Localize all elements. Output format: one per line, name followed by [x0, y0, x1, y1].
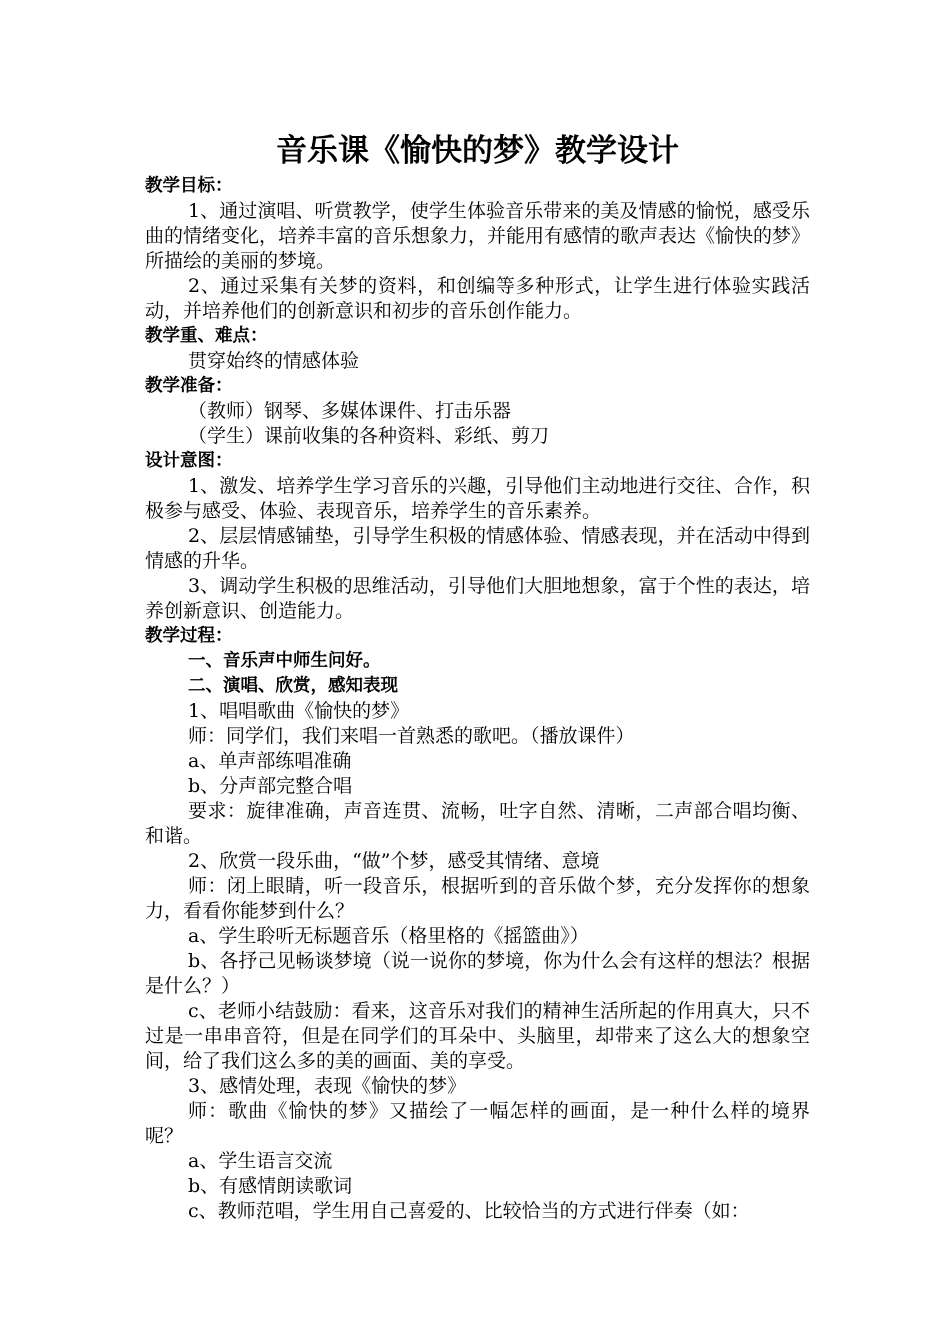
paragraph: a、学生语言交流	[188, 1150, 333, 1172]
paragraph: b、分声部完整合唱	[188, 775, 353, 797]
section-heading-key-points: 教学重、难点：	[145, 326, 268, 346]
paragraph: b、有感情朗读歌词	[188, 1175, 353, 1197]
paragraph: 2、欣赏一段乐曲，“做”个梦，感受其情绪、意境	[188, 850, 600, 872]
paragraph: c、教师范唱，学生用自己喜爱的、比较恰当的方式进行伴奏（如：	[188, 1200, 750, 1222]
paragraph: a、单声部练唱准确	[188, 750, 352, 772]
section-heading-process: 教学过程：	[145, 626, 233, 646]
paragraph: 2、层层情感铺垫，引导学生积极的情感体验、情感表现，并在活动中得到情感的升华。	[145, 525, 810, 572]
section-heading-design-intent: 设计意图：	[145, 451, 233, 471]
paragraph: 师：闭上眼睛，听一段音乐，根据听到的音乐做个梦，充分发挥你的想象力，看看你能梦到什么？	[145, 875, 810, 922]
paragraph: 3、感情处理，表现《愉快的梦》	[188, 1075, 467, 1097]
paragraph: c、老师小结鼓励：看来，这音乐对我们的精神生活所起的作用真大，只不过是一串串音符，但是在同学们的耳朵中、头脑里，却带来了这么大的想象空间，给了我们这么多的美的画面、美的享受。	[145, 1000, 810, 1072]
paragraph: 1、唱唱歌曲《愉快的梦》	[188, 700, 410, 722]
page-title: 音乐课《愉快的梦》教学设计	[276, 133, 679, 169]
process-step-heading: 一、音乐声中师生问好。	[188, 651, 381, 671]
paragraph: 师：同学们，我们来唱一首熟悉的歌吧。（播放课件）	[188, 725, 635, 747]
paragraph: 师：歌曲《愉快的梦》又描绘了一幅怎样的画面，是一种什么样的境界呢？	[145, 1100, 810, 1147]
paragraph: 1、通过演唱、听赏教学，使学生体验音乐带来的美及情感的愉悦，感受乐曲的情绪变化，培养丰富的音乐想象力，并能用有感情的歌声表达《愉快的梦》所描绘的美丽的梦境。	[145, 200, 811, 272]
document-page	[145, 130, 810, 1224]
paragraph: 贯穿始终的情感体验	[188, 350, 360, 372]
paragraph: （教师）钢琴、多媒体课件、打击乐器	[188, 400, 512, 422]
section-heading-preparation: 教学准备：	[145, 376, 233, 396]
process-step-heading: 二、演唱、欣赏，感知表现	[188, 676, 398, 696]
paragraph: 要求：旋律准确，声音连贯、流畅，吐字自然、清晰，二声部合唱均衡、和谐。	[145, 800, 810, 847]
paragraph: a、学生聆听无标题音乐（格里格的《摇篮曲》）	[188, 925, 589, 947]
paragraph: 1、激发、培养学生学习音乐的兴趣，引导他们主动地进行交往、合作，积极参与感受、体验、表现音乐，培养学生的音乐素养。	[145, 475, 810, 522]
section-heading-objectives: 教学目标：	[145, 176, 233, 196]
paragraph: （学生）课前收集的各种资料、彩纸、剪刀	[188, 425, 550, 447]
paragraph: b、各抒己见畅谈梦境（说一说你的梦境，你为什么会有这样的想法？根据是什么？）	[145, 950, 810, 997]
paragraph: 3、调动学生积极的思维活动，引导他们大胆地想象，富于个性的表达，培养创新意识、创造能力。	[145, 575, 810, 622]
paragraph: 2、通过采集有关梦的资料，和创编等多种形式，让学生进行体验实践活动，并培养他们的创新意识和初步的音乐创作能力。	[145, 275, 810, 322]
